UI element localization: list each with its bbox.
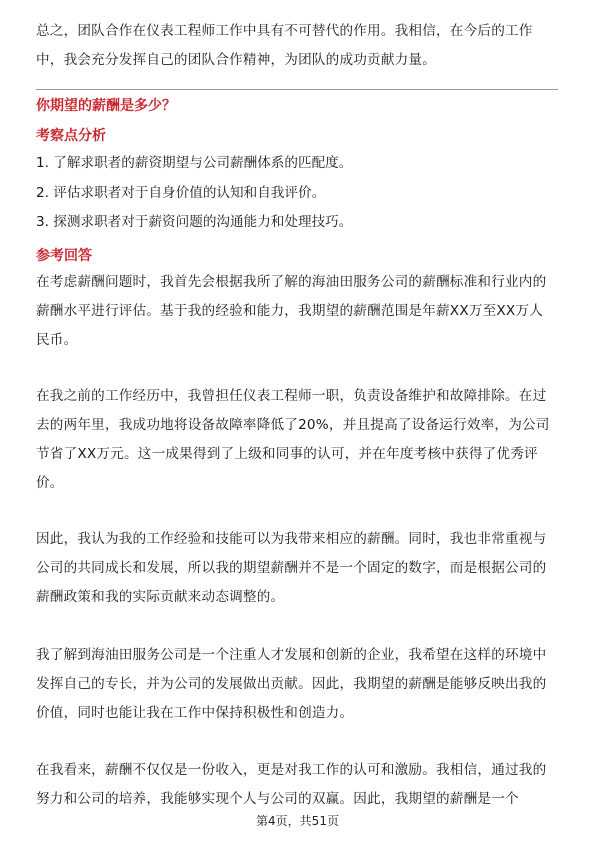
answer-paragraph-3: 因此，我认为我的工作经验和技能可以为我带来相应的薪酬。同时，我也非常重视与公司的共同成长和发展，所以我的期望薪酬并不是一个固定的数字，而是根据公司的薪酬政策和我的实际贡献来动态调整的。 — [36, 531, 547, 605]
intro-paragraph: 总之，团队合作在仪表工程师工作中具有不可替代的作用。我相信，在今后的工作中，我会充分发挥自己的团队合作精神，为团队的成功贡献力量。 — [36, 23, 533, 68]
answer-paragraph-1: 在考虑薪酬问题时，我首先会根据我所了解的海油田服务公司的薪酬标准和行业内的薪酬水平进行评估。基于我的经验和能力，我期望的薪酬范围是年薪XX万至XX万人民币。 — [36, 274, 547, 348]
question-title: 你期望的薪酬是多少？ — [36, 98, 176, 114]
answer-paragraph-2: 在我之前的工作经历中，我曾担任仪表工程师一职，负责设备维护和故障排除。在过去的两年里，我成功地将设备故障率降低了20%，并且提高了设备运行效率，为公司节省了XX万元。这一成果得到了上级和同事的认可，并在年度考核中获得了优秀评价。 — [36, 388, 550, 491]
analysis-title: 考察点分析 — [36, 128, 106, 144]
answer-paragraph-4: 我了解到海油田服务公司是一个注重人才发展和创新的企业，我希望在这样的环境中发挥自己的专长，并为公司的发展做出贡献。因此，我期望的薪酬是能够反映出我的价值，同时也能让我在工作中保持积极性和创造力。 — [36, 647, 547, 721]
analysis-item-3: 3. 探测求职者对于薪资问题的沟通能力和处理技巧。 — [36, 214, 353, 230]
page-number: 第4页，共51页 — [256, 814, 339, 828]
answer-paragraph-5: 在我看来，薪酬不仅仅是一份收入，更是对我工作的认可和激励。我相信，通过我的努力和公司的培养，我能够实现个人与公司的双赢。因此，我期望的薪酬是一个 — [36, 762, 547, 807]
section-divider — [36, 89, 558, 90]
analysis-item-1: 1. 了解求职者的薪资期望与公司薪酬体系的匹配度。 — [36, 155, 353, 171]
analysis-item-2: 2. 评估求职者对于自身价值的认知和自我评价。 — [36, 185, 326, 201]
answer-title: 参考回答 — [36, 248, 92, 264]
